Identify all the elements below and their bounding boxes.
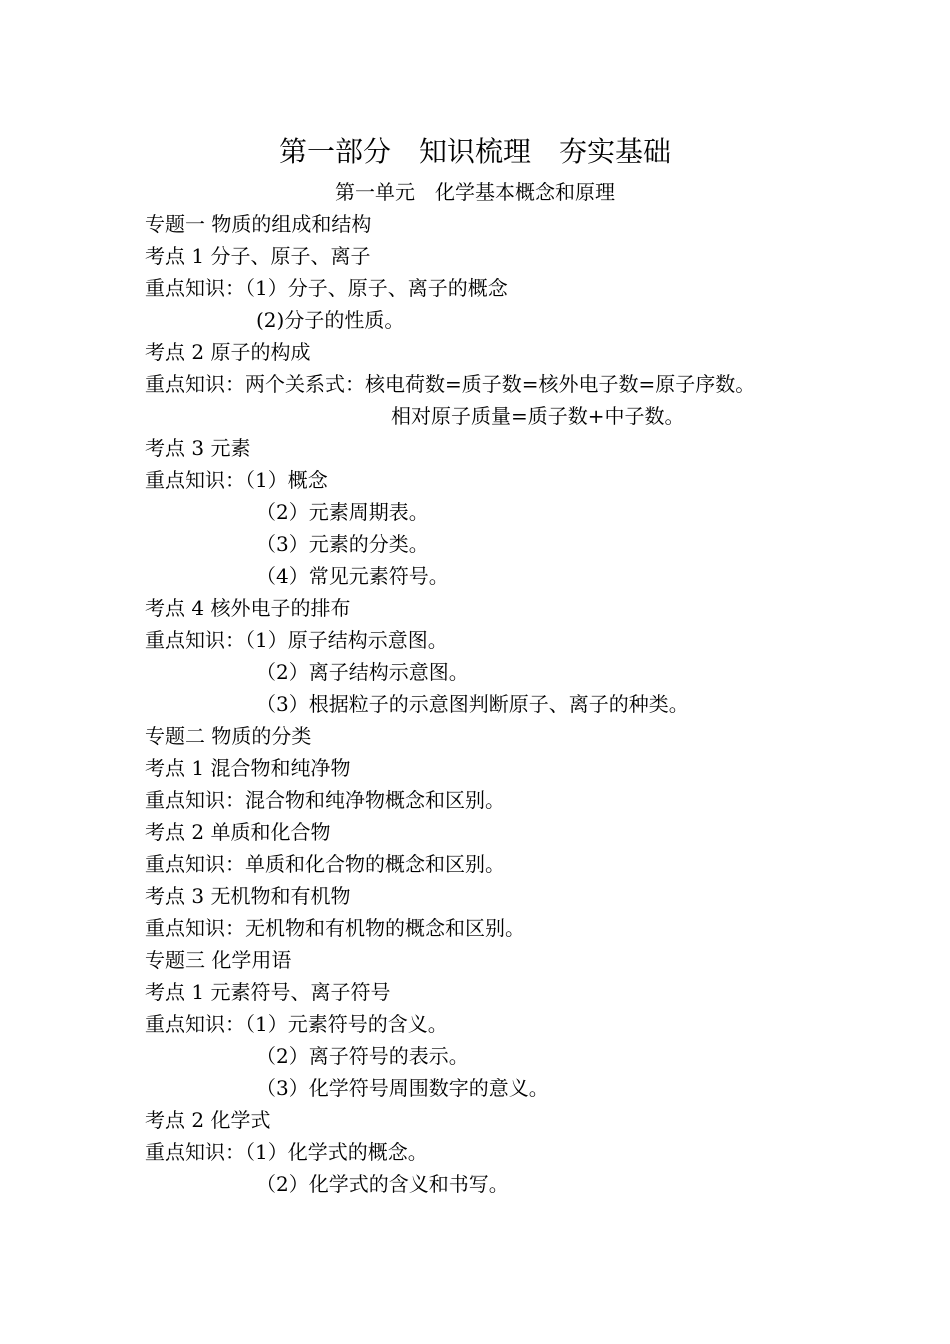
exam-point: 考点 2 单质和化合物 <box>145 820 331 844</box>
topic-heading: 专题二 物质的分类 <box>145 724 312 748</box>
key-knowledge-subitem: 相对原子质量=质子数+中子数。 <box>391 404 685 428</box>
exam-point: 考点 1 元素符号、离子符号 <box>145 980 391 1004</box>
key-knowledge-subitem: （3）根据粒子的示意图判断原子、离子的种类。 <box>256 692 689 716</box>
key-knowledge-line: 重点知识：两个关系式：核电荷数=质子数=核外电子数=原子序数。 <box>145 372 756 396</box>
topic-heading: 专题三 化学用语 <box>145 948 292 972</box>
key-knowledge-subitem: （3）元素的分类。 <box>256 532 429 556</box>
key-knowledge-subitem: （2）离子符号的表示。 <box>256 1044 469 1068</box>
key-knowledge-subitem: （3）化学符号周围数字的意义。 <box>256 1076 549 1100</box>
key-knowledge-subitem: （2）元素周期表。 <box>256 500 429 524</box>
key-knowledge-subitem: (2)分子的性质。 <box>256 308 405 332</box>
exam-point: 考点 3 无机物和有机物 <box>145 884 351 908</box>
key-knowledge-line: 重点知识：无机物和有机物的概念和区别。 <box>145 916 525 940</box>
key-knowledge-line: 重点知识：混合物和纯净物概念和区别。 <box>145 788 505 812</box>
document-title: 第一部分 知识梳理 夯实基础 <box>278 135 671 168</box>
exam-point: 考点 2 原子的构成 <box>145 340 311 364</box>
exam-point: 考点 3 元素 <box>145 436 251 460</box>
key-knowledge-line: 重点知识：（1）元素符号的含义。 <box>145 1012 448 1036</box>
key-knowledge-line: 重点知识：（1）化学式的概念。 <box>145 1140 428 1164</box>
exam-point: 考点 1 混合物和纯净物 <box>145 756 351 780</box>
exam-point: 考点 1 分子、原子、离子 <box>145 244 371 268</box>
key-knowledge-line: 重点知识：（1）概念 <box>145 468 328 492</box>
key-knowledge-line: 重点知识：（1）原子结构示意图。 <box>145 628 448 652</box>
key-knowledge-subitem: （2）化学式的含义和书写。 <box>256 1172 509 1196</box>
exam-point: 考点 2 化学式 <box>145 1108 271 1132</box>
topic-heading: 专题一 物质的组成和结构 <box>145 212 372 236</box>
key-knowledge-subitem: （4）常见元素符号。 <box>256 564 449 588</box>
key-knowledge-line: 重点知识：单质和化合物的概念和区别。 <box>145 852 505 876</box>
unit-subtitle: 第一单元 化学基本概念和原理 <box>335 180 615 204</box>
key-knowledge-line: 重点知识：（1）分子、原子、离子的概念 <box>145 276 508 300</box>
exam-point: 考点 4 核外电子的排布 <box>145 596 351 620</box>
key-knowledge-subitem: （2）离子结构示意图。 <box>256 660 469 684</box>
